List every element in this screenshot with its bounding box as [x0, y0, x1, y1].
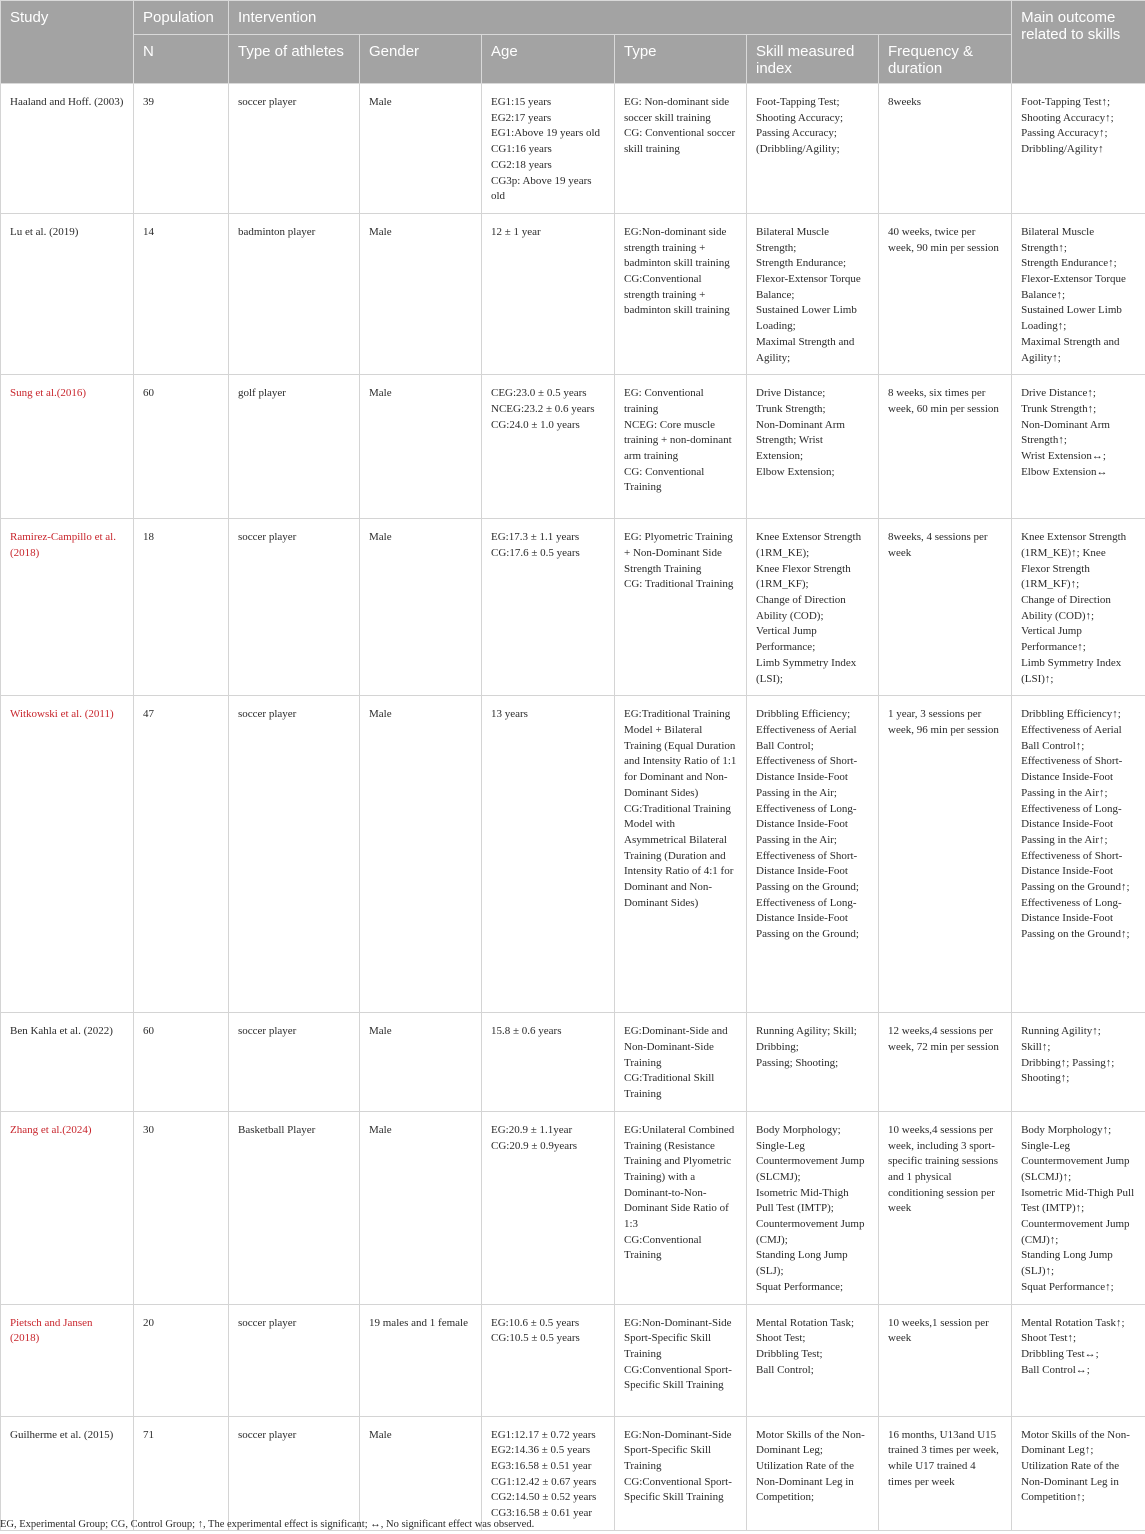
- cell-age-line: NCEG:23.2 ± 0.6 years: [491, 402, 595, 415]
- cell-outcome-line: Dribbing↑; Passing↑;: [1021, 1056, 1115, 1069]
- cell-athletes: soccer player: [229, 1416, 360, 1530]
- cell-type-line: NCEG: Core muscle training + non-dominant arm training: [624, 418, 732, 463]
- header-gender: Gender: [360, 35, 482, 84]
- cell-type: [615, 375, 747, 519]
- cell-outcome-line: Knee Extensor Strength (1RM_KE)↑; Knee Flexor Strength (1RM_KF)↑;: [1021, 531, 1127, 591]
- study-reference-link[interactable]: Witkowski et al. (2011): [10, 708, 114, 721]
- cell-age-line: EG1:12.17 ± 0.72 years: [491, 1428, 596, 1441]
- cell-age: [482, 696, 615, 1013]
- cell-age-line: CG2:14.50 ± 0.52 years: [491, 1491, 597, 1504]
- cell-study: [1, 213, 134, 374]
- cell-outcome-line: Flexor-Extensor Torque Balance↑;: [1021, 273, 1126, 301]
- cell-age-line: CEG:23.0 ± 0.5 years: [491, 387, 587, 400]
- cell-n: 30: [134, 1111, 229, 1304]
- cell-skill-line: Non-Dominant Arm Strength; Wrist Extension;: [756, 418, 845, 463]
- cell-skill: [747, 1013, 879, 1112]
- cell-athletes: soccer player: [229, 1013, 360, 1112]
- cell-age-line: CG1:12.42 ± 0.67 years: [491, 1475, 597, 1488]
- study-reference-text: Guilherme et al. (2015): [10, 1428, 114, 1441]
- cell-outcome: [1012, 1013, 1145, 1112]
- cell-athletes: soccer player: [229, 84, 360, 214]
- cell-outcome-line: Dribbling Test↔;: [1021, 1347, 1099, 1360]
- cell-study: [1, 696, 134, 1013]
- cell-type-line: EG: Plyometric Training + Non-Dominant Side Strength Training: [624, 531, 733, 575]
- cell-outcome: [1012, 375, 1145, 519]
- cell-outcome-line: Non-Dominant Arm Strength↑;: [1021, 418, 1110, 447]
- cell-outcome-line: Bilateral Muscle Strength↑;: [1021, 225, 1095, 254]
- cell-gender: Male: [360, 1013, 482, 1112]
- cell-athletes: badminton player: [229, 213, 360, 374]
- cell-outcome-line: Passing Accuracy↑;: [1021, 127, 1108, 140]
- cell-age-line: EG:10.6 ± 0.5 years: [491, 1316, 580, 1329]
- cell-gender: Male: [360, 1111, 482, 1304]
- header-n: N: [134, 35, 229, 84]
- header-age: Age: [482, 35, 615, 84]
- cell-gender: Male: [360, 1416, 482, 1530]
- study-reference-text: Lu et al. (2019): [10, 225, 79, 238]
- cell-age-line: EG:17.3 ± 1.1 years: [491, 531, 580, 544]
- cell-frequency: 8 weeks, six times per week, 60 min per session: [879, 375, 1012, 519]
- cell-age-line: CG3p: Above 19 years old: [491, 174, 592, 203]
- cell-frequency: 16 months, U13and U15 trained 3 times per week, while U17 trained 4 times per week: [879, 1416, 1012, 1530]
- cell-age-line: CG3:16.58 ± 0.61 year: [491, 1507, 593, 1520]
- cell-outcome-line: Effectiveness of Long-Distance Inside-Foot Passing on the Ground↑;: [1021, 896, 1130, 941]
- cell-skill-line: Knee Flexor Strength (1RM_KF);: [756, 562, 851, 591]
- cell-type-line: EG:Traditional Training Model + Bilateral Training (Equal Duration and Intensity Ratio of 1:1 for Dominant and Non-Dominant Sides): [624, 708, 737, 799]
- cell-skill-line: Dribbling Efficiency;: [756, 708, 851, 721]
- cell-skill-line: Elbow Extension;: [756, 465, 835, 478]
- cell-skill-line: Mental Rotation Task;: [756, 1316, 855, 1329]
- cell-outcome-line: Foot-Tapping Test↑;: [1021, 96, 1111, 108]
- cell-age: [482, 213, 615, 374]
- cell-outcome-line: Maximal Strength and Agility↑;: [1021, 335, 1120, 364]
- study-reference-link[interactable]: Pietsch and Jansen (2018): [10, 1316, 93, 1345]
- cell-type-line: CG: Conventional soccer skill training: [624, 127, 736, 156]
- cell-outcome: [1012, 696, 1145, 1013]
- cell-n: 60: [134, 375, 229, 519]
- cell-athletes: golf player: [229, 375, 360, 519]
- cell-type: [615, 1416, 747, 1530]
- cell-age: [482, 84, 615, 214]
- cell-frequency: 12 weeks,4 sessions per week, 72 min per session: [879, 1013, 1012, 1112]
- cell-outcome-line: Sustained Lower Limb Loading↑;: [1021, 304, 1122, 333]
- cell-type-line: CG:Conventional Training: [624, 1233, 702, 1262]
- cell-athletes: Basketball Player: [229, 1111, 360, 1304]
- cell-type-line: EG:Non-dominant side strength training + badminton skill training: [624, 225, 730, 270]
- cell-outcome-line: Trunk Strength↑;: [1021, 402, 1097, 415]
- cell-skill-line: Dribbling Test;: [756, 1347, 823, 1360]
- cell-type-line: EG: Non-dominant side soccer skill training: [624, 96, 730, 124]
- cell-age-line: CG2:18 years: [491, 158, 552, 171]
- cell-outcome-line: Body Morphology↑;: [1021, 1123, 1112, 1136]
- cell-skill-line: Effectiveness of Short-Distance Inside-Foot Passing in the Air;: [756, 755, 858, 799]
- cell-skill-line: Bilateral Muscle Strength;: [756, 225, 830, 254]
- cell-frequency: 10 weeks,1 session per week: [879, 1304, 1012, 1416]
- header-frequency-duration: Frequency & duration: [879, 35, 1012, 84]
- cell-skill-line: Effectiveness of Aerial Ball Control;: [756, 723, 857, 752]
- cell-outcome-line: Effectiveness of Short-Distance Inside-Foot Passing in the Air↑;: [1021, 755, 1123, 799]
- cell-frequency: 8weeks: [879, 84, 1012, 214]
- cell-skill: [747, 213, 879, 374]
- cell-age: [482, 519, 615, 696]
- cell-type: [615, 213, 747, 374]
- cell-type-line: EG:Non-Dominant-Side Sport-Specific Skill Training: [624, 1428, 732, 1472]
- cell-outcome: [1012, 84, 1145, 214]
- cell-age: [482, 1111, 615, 1304]
- table-footnote: EG, Experimental Group; CG, Control Group; ↑, The experimental effect is significant; ↔, No significant effect was observed.: [0, 1519, 535, 1530]
- cell-frequency: 8weeks, 4 sessions per week: [879, 519, 1012, 696]
- cell-gender: Male: [360, 696, 482, 1013]
- table-row: [1, 519, 1145, 696]
- cell-type: [615, 1111, 747, 1304]
- cell-age-line: CG:20.9 ± 0.9years: [491, 1139, 578, 1152]
- cell-type: [615, 1013, 747, 1112]
- study-reference-link[interactable]: Zhang et al.(2024): [10, 1123, 92, 1136]
- cell-frequency: 10 weeks,4 sessions per week, including 3 sport-specific training sessions and 1 physical conditioning session per week: [879, 1111, 1012, 1304]
- cell-skill-line: Countermovement Jump (CMJ);: [756, 1218, 865, 1246]
- cell-skill-line: Trunk Strength;: [756, 402, 826, 415]
- header-population: Population: [134, 1, 229, 35]
- cell-skill-line: Effectiveness of Short-Distance Inside-Foot Passing on the Ground;: [756, 849, 859, 894]
- cell-skill: [747, 1416, 879, 1530]
- cell-gender: Male: [360, 519, 482, 696]
- cell-study: [1, 1304, 134, 1416]
- cell-outcome-line: Dribbling/Agility↑: [1021, 143, 1104, 156]
- cell-skill-line: Effectiveness of Long-Distance Inside-Foot Passing on the Ground;: [756, 896, 859, 941]
- table-row: [1, 1111, 1145, 1304]
- cell-study: [1, 519, 134, 696]
- cell-skill-line: Maximal Strength and Agility;: [756, 335, 855, 364]
- cell-outcome-line: Running Agility↑;: [1021, 1025, 1101, 1038]
- cell-outcome-line: Standing Long Jump (SLJ)↑;: [1021, 1249, 1113, 1278]
- cell-n: 39: [134, 84, 229, 214]
- cell-age: [482, 1416, 615, 1530]
- cell-skill: [747, 1304, 879, 1416]
- cell-age-line: EG:20.9 ± 1.1year: [491, 1123, 573, 1136]
- cell-age-line: EG2:17 years: [491, 111, 552, 124]
- cell-gender: 19 males and 1 female: [360, 1304, 482, 1416]
- cell-outcome-line: Motor Skills of the Non-Dominant Leg↑;: [1021, 1428, 1130, 1457]
- study-reference-text: Ben Kahla et al. (2022): [10, 1025, 113, 1038]
- cell-type: [615, 1304, 747, 1416]
- cell-type: [615, 84, 747, 214]
- cell-gender: Male: [360, 84, 482, 214]
- cell-type-line: EG:Dominant-Side and Non-Dominant-Side Training: [624, 1025, 728, 1069]
- cell-athletes: soccer player: [229, 519, 360, 696]
- cell-skill-line: Ball Control;: [756, 1363, 814, 1376]
- cell-skill-line: Vertical Jump Performance;: [756, 625, 817, 654]
- cell-age-line: EG1:15 years: [491, 96, 552, 108]
- cell-outcome-line: Effectiveness of Short-Distance Inside-Foot Passing on the Ground↑;: [1021, 849, 1130, 894]
- cell-skill-line: (Dribbling/Agility;: [756, 143, 840, 156]
- cell-n: 60: [134, 1013, 229, 1112]
- table-row: [1, 84, 1145, 214]
- cell-type-line: CG:Traditional Skill Training: [624, 1072, 715, 1101]
- study-reference-link[interactable]: Sung et al.(2016): [10, 387, 87, 400]
- cell-skill-line: Isometric Mid-Thigh Pull Test (IMTP);: [756, 1186, 849, 1215]
- cell-outcome-line: Countermovement Jump (CMJ)↑;: [1021, 1218, 1130, 1246]
- cell-age-line: 12 ± 1 year: [491, 225, 541, 238]
- cell-type-line: CG: Conventional Training: [624, 465, 705, 494]
- cell-study: [1, 1111, 134, 1304]
- cell-skill-line: Squat Performance;: [756, 1280, 844, 1293]
- cell-study: [1, 84, 134, 214]
- cell-outcome-line: Shooting↑;: [1021, 1072, 1070, 1085]
- table-header: [1, 1, 1145, 84]
- cell-outcome-line: Squat Performance↑;: [1021, 1280, 1114, 1293]
- cell-type-line: CG:Conventional strength training + badminton skill training: [624, 273, 730, 317]
- cell-skill-line: Change of Direction Ability (COD);: [756, 594, 846, 622]
- cell-type-line: CG:Traditional Training Model with Asymmetrical Bilateral Training (Duration and Intensity Ratio of 4:1 for Dominant and Non-Dominant Sides): [624, 802, 734, 909]
- cell-outcome-line: Effectiveness of Aerial Ball Control↑;: [1021, 723, 1122, 752]
- table-row: [1, 696, 1145, 1013]
- cell-n: 14: [134, 213, 229, 374]
- cell-skill-line: Flexor-Extensor Torque Balance;: [756, 273, 861, 301]
- header-type: Type: [615, 35, 747, 84]
- cell-skill-line: Passing; Shooting;: [756, 1056, 839, 1069]
- cell-frequency: 40 weeks, twice per week, 90 min per session: [879, 213, 1012, 374]
- cell-outcome-line: Ball Control↔;: [1021, 1363, 1090, 1376]
- cell-age-line: CG:17.6 ± 0.5 years: [491, 546, 580, 559]
- cell-skill: [747, 696, 879, 1013]
- cell-outcome-line: Strength Endurance↑;: [1021, 257, 1117, 270]
- cell-n: 71: [134, 1416, 229, 1530]
- cell-n: 47: [134, 696, 229, 1013]
- cell-skill: [747, 1111, 879, 1304]
- cell-type: [615, 519, 747, 696]
- cell-skill-line: Body Morphology;: [756, 1123, 841, 1136]
- cell-age-line: EG3:16.58 ± 0.51 year: [491, 1459, 592, 1472]
- header-type-of-athletes: Type of athletes: [229, 35, 360, 84]
- cell-outcome-line: Limb Symmetry Index (LSI)↑;: [1021, 656, 1122, 685]
- cell-outcome: [1012, 213, 1145, 374]
- cell-age: [482, 1304, 615, 1416]
- header-intervention: Intervention: [229, 1, 1012, 35]
- cell-gender: Male: [360, 375, 482, 519]
- cell-age-line: 15.8 ± 0.6 years: [491, 1025, 562, 1038]
- cell-skill-line: Motor Skills of the Non-Dominant Leg;: [756, 1428, 865, 1457]
- cell-skill-line: Passing Accuracy;: [756, 127, 837, 140]
- cell-age-line: CG:24.0 ± 1.0 years: [491, 418, 580, 431]
- table-row: [1, 213, 1145, 374]
- cell-outcome-line: Single-Leg Countermovement Jump (SLCMJ)↑;: [1021, 1139, 1130, 1183]
- cell-skill-line: Effectiveness of Long-Distance Inside-Foot Passing in the Air;: [756, 802, 857, 846]
- cell-study: [1, 1013, 134, 1112]
- cell-type-line: CG: Traditional Training: [624, 578, 734, 591]
- cell-type-line: EG:Unilateral Combined Training (Resistance Training and Plyometric Training) with a Dominant-to-Non-Dominant Side Ratio of 1:3: [624, 1123, 735, 1231]
- cell-outcome-line: Dribbling Efficiency↑;: [1021, 708, 1121, 721]
- cell-type: [615, 696, 747, 1013]
- cell-age-line: 13 years: [491, 708, 528, 721]
- cell-outcome-line: Mental Rotation Task↑;: [1021, 1316, 1125, 1329]
- cell-outcome-line: Drive Distance↑;: [1021, 387, 1096, 400]
- cell-type-line: EG:Non-Dominant-Side Sport-Specific Skill Training: [624, 1316, 732, 1360]
- cell-athletes: soccer player: [229, 696, 360, 1013]
- cell-skill: [747, 519, 879, 696]
- cell-age: [482, 375, 615, 519]
- cell-study: [1, 1416, 134, 1530]
- cell-outcome-line: Shoot Test↑;: [1021, 1332, 1077, 1345]
- table-row: [1, 1416, 1145, 1530]
- cell-n: 18: [134, 519, 229, 696]
- cell-skill-line: Running Agility; Skill; Dribbing;: [756, 1025, 857, 1053]
- header-skill-measured-index: Skill measured index: [747, 35, 879, 84]
- cell-skill-line: Strength Endurance;: [756, 257, 847, 270]
- cell-skill: [747, 375, 879, 519]
- cell-outcome: [1012, 1416, 1145, 1530]
- cell-skill-line: Utilization Rate of the Non-Dominant Leg in Competition;: [756, 1459, 855, 1504]
- cell-outcome-line: Isometric Mid-Thigh Pull Test (IMTP)↑;: [1021, 1186, 1135, 1215]
- table-row: [1, 1013, 1145, 1112]
- cell-outcome-line: Skill↑;: [1021, 1040, 1051, 1053]
- cell-type-line: CG:Conventional Sport-Specific Skill Training: [624, 1475, 732, 1504]
- cell-skill-line: Single-Leg Countermovement Jump (SLCMJ);: [756, 1139, 865, 1183]
- cell-outcome: [1012, 1304, 1145, 1416]
- study-reference-text: Haaland and Hoff. (2003): [10, 96, 124, 108]
- cell-gender: Male: [360, 213, 482, 374]
- table-row: [1, 375, 1145, 519]
- table-row: [1, 1304, 1145, 1416]
- cell-athletes: soccer player: [229, 1304, 360, 1416]
- cell-outcome: [1012, 1111, 1145, 1304]
- cell-frequency: 1 year, 3 sessions per week, 96 min per session: [879, 696, 1012, 1013]
- cell-n: 20: [134, 1304, 229, 1416]
- cell-study: [1, 375, 134, 519]
- cell-skill-line: Foot-Tapping Test;: [756, 96, 840, 108]
- header-study: Study: [1, 1, 134, 84]
- cell-outcome-line: Utilization Rate of the Non-Dominant Leg in Competition↑;: [1021, 1459, 1120, 1504]
- cell-age-line: CG1:16 years: [491, 143, 552, 156]
- cell-age-line: EG2:14.36 ± 0.5 years: [491, 1444, 591, 1457]
- cell-skill-line: Knee Extensor Strength (1RM_KE);: [756, 531, 862, 559]
- study-reference-link[interactable]: Ramirez-Campillo et al.(2018): [10, 531, 116, 559]
- cell-skill-line: Shoot Test;: [756, 1332, 806, 1345]
- table-body: [1, 84, 1145, 1531]
- cell-age-line: EG1:Above 19 years old: [491, 127, 601, 140]
- cell-outcome: [1012, 519, 1145, 696]
- cell-skill-line: Limb Symmetry Index (LSI);: [756, 656, 857, 685]
- cell-outcome-line: Wrist Extension↔;: [1021, 450, 1106, 463]
- cell-age: [482, 1013, 615, 1112]
- cell-outcome-line: Elbow Extension↔: [1021, 465, 1108, 478]
- cell-outcome-line: Vertical Jump Performance↑;: [1021, 625, 1086, 654]
- cell-type-line: EG: Conventional training: [624, 387, 704, 415]
- cell-outcome-line: Change of Direction Ability (COD)↑;: [1021, 594, 1111, 622]
- cell-outcome-line: Effectiveness of Long-Distance Inside-Foot Passing in the Air↑;: [1021, 802, 1122, 846]
- cell-skill-line: Standing Long Jump (SLJ);: [756, 1249, 848, 1278]
- header-main-outcome: Main outcome related to skills: [1012, 1, 1145, 84]
- cell-skill-line: Shooting Accuracy;: [756, 111, 844, 124]
- cell-skill: [747, 84, 879, 214]
- cell-outcome-line: Shooting Accuracy↑;: [1021, 111, 1114, 124]
- cell-skill-line: Sustained Lower Limb Loading;: [756, 304, 857, 333]
- cell-age-line: CG:10.5 ± 0.5 years: [491, 1332, 580, 1345]
- cell-type-line: CG:Conventional Sport-Specific Skill Training: [624, 1363, 732, 1392]
- cell-skill-line: Drive Distance;: [756, 387, 826, 400]
